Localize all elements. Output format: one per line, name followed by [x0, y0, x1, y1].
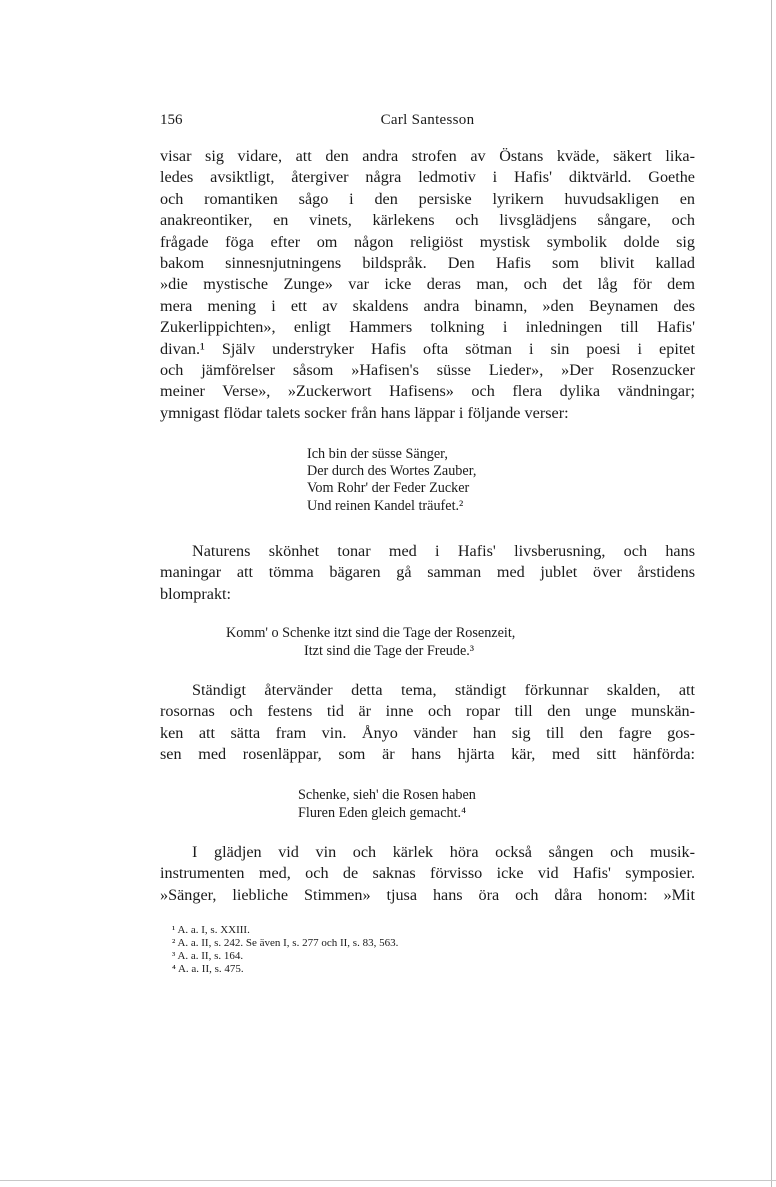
text-line: mera mening i ett av skaldens andra binamn, »den Beynamen des [160, 296, 695, 315]
page-header [160, 112, 695, 132]
text-line: sen med rosenläppar, som är hans hjärta kär, med sitt hänförda: [160, 745, 695, 764]
text-line: visar sig vidare, att den andra strofen av Östans kväde, säkert lika- [160, 147, 695, 165]
verse-line: Vom Rohr' der Feder Zucker [307, 480, 470, 497]
verse-block-2 [226, 624, 515, 660]
verse-block-1 [307, 446, 476, 515]
paragraph-3 [160, 680, 695, 766]
scan-edge [771, 0, 772, 1187]
paragraph-4 [160, 842, 695, 906]
page-number: 156 [160, 112, 183, 128]
footnotes [160, 924, 695, 976]
text-line: instrumenten med, och de saknas förvisso icke vid Hafis' symposier. [160, 864, 695, 883]
running-head: Carl Santesson [380, 112, 475, 128]
text-line: ledes avsiktligt, återgiver några ledmotiv i Hafis' diktvärld. Goethe [160, 168, 695, 187]
text-line: bakom sinnesnjutningens bildspråk. Den Hafis som blivit kallad [160, 253, 695, 272]
text-line: Zukerlippichten», enligt Hammers tolkning i inledningen till Hafis' [160, 318, 695, 337]
footnote: ³ A. a. II, s. 164. [172, 950, 244, 962]
text-line: blomprakt: [160, 584, 232, 603]
paragraph-1 [160, 146, 695, 424]
text-line: Naturens skönhet tonar med i Hafis' livsberusning, och hans [192, 542, 695, 560]
text-line: rosornas och festens tid är inne och ropar till den unge munskän- [160, 702, 695, 721]
text-line: och romantiken sågo i den persiske lyrikern huvudsakligen en [160, 189, 695, 208]
verse-line: Und reinen Kandel träufet.² [307, 497, 464, 514]
verse-line: Itzt sind die Tage der Freude.³ [304, 643, 475, 659]
text-line: »die mystische Zunge» var icke deras man, och det låg för dem [160, 275, 695, 294]
verse-line: Schenke, sieh' die Rosen haben [298, 787, 476, 803]
footnote: ⁴ A. a. II, s. 475. [172, 963, 244, 975]
text-line: och jämförelser såsom »Hafisen's süsse Lieder», »Der Rosenzucker [160, 360, 695, 379]
verse-line: Ich bin der süsse Sänger, [307, 446, 448, 462]
text-line: divan.¹ Själv understryker Hafis ofta sötman i sin poesi i epitet [160, 339, 695, 358]
text-line: maningar att tömma bägaren gå samman med jublet över årstidens [160, 563, 695, 582]
footnote: ¹ A. a. I, s. XXIII. [172, 924, 250, 936]
paragraph-2 [160, 541, 695, 605]
verse-line: Komm' o Schenke itzt sind die Tage der Rosenzeit, [226, 625, 516, 641]
verse-line: Fluren Eden gleich gemacht.⁴ [298, 805, 467, 821]
text-line: I glädjen vid vin och kärlek höra också sången och musik- [192, 843, 695, 861]
text-line: ymnigast flödar talets socker från hans läppar i följande verser: [160, 403, 569, 422]
text-line: ken att sätta fram vin. Ånyo vänder han sig till den fagre gos- [160, 723, 695, 742]
text-line: frågade föga efter om någon religiöst mystisk symbolik dolde sig [160, 232, 695, 251]
text-line: Ständigt återvänder detta tema, ständigt förkunnar skalden, att [192, 681, 695, 699]
scan-edge [0, 1180, 776, 1181]
text-line: anakreontiker, en vinets, kärlekens och livsglädjens sångare, och [160, 211, 695, 230]
verse-line: Der durch des Wortes Zauber, [307, 463, 477, 480]
text-line: meiner Verse», »Zuckerwort Hafisens» och flera dylika vändningar; [160, 382, 695, 401]
text-line: »Sänger, liebliche Stimmen» tjusa hans öra och dåra honom: »Mit [160, 885, 695, 904]
footnote: ² A. a. II, s. 242. Se även I, s. 277 och II, s. 83, 563. [172, 937, 399, 949]
verse-block-3 [298, 786, 476, 822]
